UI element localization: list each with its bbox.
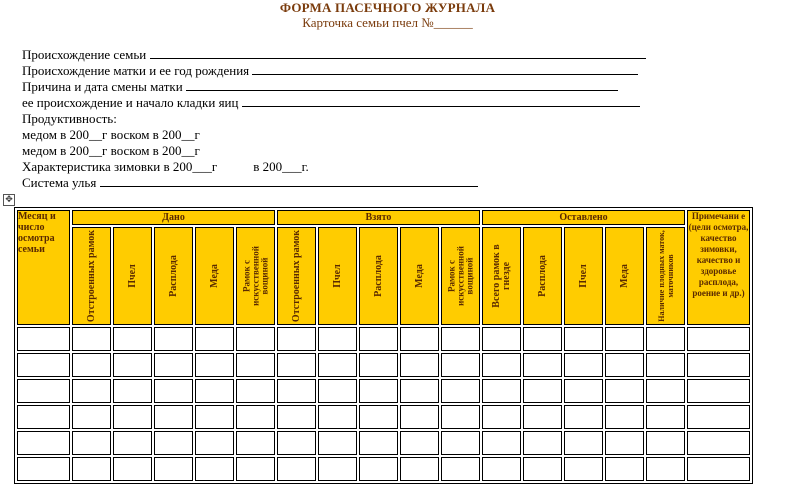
table-cell[interactable] — [400, 431, 439, 455]
table-cell[interactable] — [482, 353, 521, 377]
table-cell[interactable] — [359, 457, 398, 481]
table-cell[interactable] — [441, 327, 480, 351]
table-cell[interactable] — [441, 353, 480, 377]
table-cell[interactable] — [277, 457, 316, 481]
table-cell[interactable] — [523, 327, 562, 351]
table-cell[interactable] — [646, 405, 685, 429]
left-col-header: Наличие плодных маток, маточников — [646, 227, 685, 325]
table-cell[interactable] — [277, 327, 316, 351]
taken-col-header: Расплода — [359, 227, 398, 325]
productivity-heading: Продуктивность: — [22, 111, 117, 126]
table-cell[interactable] — [17, 353, 70, 377]
table-cell[interactable] — [687, 431, 750, 455]
table-cell[interactable] — [687, 379, 750, 403]
table-cell[interactable] — [523, 405, 562, 429]
table-cell[interactable] — [482, 327, 521, 351]
table-cell[interactable] — [564, 457, 603, 481]
left-col-header: Пчел — [564, 227, 603, 325]
queen-change-line — [22, 79, 618, 95]
given-col-header: Расплода — [154, 227, 193, 325]
table-cell[interactable] — [154, 405, 193, 429]
table-cell[interactable] — [195, 327, 234, 351]
table-cell[interactable] — [277, 405, 316, 429]
table-cell[interactable] — [72, 457, 111, 481]
table-cell[interactable] — [482, 457, 521, 481]
table-cell[interactable] — [564, 353, 603, 377]
table-cell[interactable] — [605, 457, 644, 481]
table-row — [17, 327, 750, 351]
table-cell[interactable] — [72, 327, 111, 351]
table-cell[interactable] — [236, 431, 275, 455]
table-cell[interactable] — [195, 405, 234, 429]
hive-system-line — [22, 175, 478, 191]
table-move-handle-icon[interactable]: ✥ — [3, 194, 15, 206]
table-cell[interactable] — [113, 327, 152, 351]
table-cell[interactable] — [564, 431, 603, 455]
wintering-label-a: Характеристика зимовки в 200___г — [22, 159, 218, 174]
table-cell[interactable] — [113, 353, 152, 377]
hive-system-label: Система улья — [22, 175, 97, 190]
table-cell[interactable] — [564, 405, 603, 429]
table-cell[interactable] — [646, 431, 685, 455]
taken-col-header: Пчел — [318, 227, 357, 325]
origin-queen-label: Происхождение матки и ее год рождения — [22, 63, 250, 78]
table-cell[interactable] — [441, 457, 480, 481]
table-cell[interactable] — [17, 327, 70, 351]
card-subtitle: Карточка семьи пчел №______ — [302, 15, 473, 30]
table-cell[interactable] — [564, 379, 603, 403]
table-cell[interactable] — [605, 405, 644, 429]
table-cell[interactable] — [687, 405, 750, 429]
table-cell[interactable] — [318, 327, 357, 351]
table-cell[interactable] — [113, 405, 152, 429]
table-cell[interactable] — [72, 379, 111, 403]
table-cell[interactable] — [113, 379, 152, 403]
table-cell[interactable] — [646, 379, 685, 403]
table-cell[interactable] — [646, 327, 685, 351]
wintering-line — [22, 159, 309, 175]
given-col-header: Меда — [195, 227, 234, 325]
table-cell[interactable] — [277, 431, 316, 455]
table-cell[interactable] — [72, 405, 111, 429]
table-cell[interactable] — [400, 457, 439, 481]
table-cell[interactable] — [318, 405, 357, 429]
table-cell[interactable] — [687, 457, 750, 481]
table-cell[interactable] — [17, 431, 70, 455]
table-cell[interactable] — [564, 327, 603, 351]
table-cell[interactable] — [359, 405, 398, 429]
table-cell[interactable] — [236, 405, 275, 429]
table-row — [17, 431, 750, 455]
table-cell[interactable] — [482, 379, 521, 403]
table-cell[interactable] — [605, 379, 644, 403]
table-cell[interactable] — [318, 379, 357, 403]
table-cell[interactable] — [523, 457, 562, 481]
given-col-header: Пчел — [113, 227, 152, 325]
table-cell[interactable] — [605, 431, 644, 455]
table-cell[interactable] — [154, 457, 193, 481]
origin-queen-field[interactable] — [252, 63, 638, 75]
table-cell[interactable] — [236, 353, 275, 377]
table-cell[interactable] — [195, 379, 234, 403]
queen-origin-label: ее происхождение и начало кладки яиц — [22, 95, 239, 110]
table-cell[interactable] — [17, 405, 70, 429]
left-col-header: Меда — [605, 227, 644, 325]
table-row — [17, 379, 750, 403]
table-cell[interactable] — [277, 353, 316, 377]
table-cell[interactable] — [400, 379, 439, 403]
taken-col-header: Отстроенных рамок — [277, 227, 316, 325]
table-cell[interactable] — [17, 379, 70, 403]
given-group-header: Дано — [72, 210, 275, 225]
table-cell[interactable] — [605, 353, 644, 377]
taken-col-header: Меда — [400, 227, 439, 325]
left-col-header: Всего рамок в гнезде — [482, 227, 521, 325]
table-cell[interactable] — [441, 405, 480, 429]
table-cell[interactable] — [523, 379, 562, 403]
table-row — [17, 457, 750, 481]
table-row — [17, 353, 750, 377]
table-cell[interactable] — [441, 431, 480, 455]
table-cell[interactable] — [236, 457, 275, 481]
table-cell[interactable] — [359, 353, 398, 377]
table-cell[interactable] — [154, 379, 193, 403]
table-cell[interactable] — [195, 353, 234, 377]
origin-family-line — [22, 47, 646, 63]
table-cell[interactable] — [72, 353, 111, 377]
table-cell[interactable] — [646, 457, 685, 481]
origin-queen-line — [22, 63, 638, 79]
table-cell[interactable] — [687, 327, 750, 351]
left-group-header: Оставлено — [482, 210, 685, 225]
productivity-line-1: медом в 200__г воском в 200__г — [22, 127, 200, 142]
table-row — [17, 405, 750, 429]
queen-origin-line — [22, 95, 640, 111]
table-cell[interactable] — [195, 431, 234, 455]
productivity-line-2: медом в 200__г воском в 200__г — [22, 143, 200, 158]
table-cell[interactable] — [482, 431, 521, 455]
table-cell[interactable] — [17, 457, 70, 481]
queen-change-label: Причина и дата смены матки — [22, 79, 183, 94]
table-cell[interactable] — [400, 405, 439, 429]
queen-change-field[interactable] — [186, 79, 618, 91]
notes-column-header: Примечани е (цели осмотра, качество зимовки, качество и здоровье расплода, роение и др.) — [687, 210, 750, 325]
origin-family-label: Происхождение семьи — [22, 47, 147, 62]
table-cell[interactable] — [154, 431, 193, 455]
table-cell[interactable] — [318, 457, 357, 481]
table-cell[interactable] — [359, 379, 398, 403]
month-column-header: Месяц и число осмотра семьи — [17, 210, 70, 325]
table-cell[interactable] — [318, 353, 357, 377]
table-cell[interactable] — [277, 379, 316, 403]
table-cell[interactable] — [154, 327, 193, 351]
table-cell[interactable] — [154, 353, 193, 377]
table-cell[interactable] — [400, 353, 439, 377]
table-cell[interactable] — [646, 353, 685, 377]
table-cell[interactable] — [441, 379, 480, 403]
table-cell[interactable] — [359, 327, 398, 351]
taken-group-header: Взято — [277, 210, 480, 225]
table-cell[interactable] — [113, 457, 152, 481]
table-cell[interactable] — [482, 405, 521, 429]
table-cell[interactable] — [605, 327, 644, 351]
form-title: ФОРМА ПАСЕЧНОГО ЖУРНАЛА — [279, 0, 496, 15]
hive-system-field[interactable] — [100, 175, 478, 187]
origin-family-field[interactable] — [150, 47, 646, 59]
table-cell[interactable] — [687, 353, 750, 377]
journal-table — [14, 207, 753, 484]
table-cell[interactable] — [400, 327, 439, 351]
wintering-label-b: в 200___г. — [253, 159, 309, 174]
table-cell[interactable] — [236, 327, 275, 351]
table-cell[interactable] — [113, 431, 152, 455]
table-cell[interactable] — [523, 353, 562, 377]
table-cell[interactable] — [523, 431, 562, 455]
given-col-header: Отстроенных рамок — [72, 227, 111, 325]
table-cell[interactable] — [72, 431, 111, 455]
table-cell[interactable] — [195, 457, 234, 481]
given-col-header: Рамок с искусственной вощиной — [236, 227, 275, 325]
table-cell[interactable] — [318, 431, 357, 455]
left-col-header: Расплода — [523, 227, 562, 325]
table-cell[interactable] — [236, 379, 275, 403]
table-cell[interactable] — [359, 431, 398, 455]
queen-origin-field[interactable] — [242, 95, 640, 107]
taken-col-header: Рамок с искусственной вощиной — [441, 227, 480, 325]
